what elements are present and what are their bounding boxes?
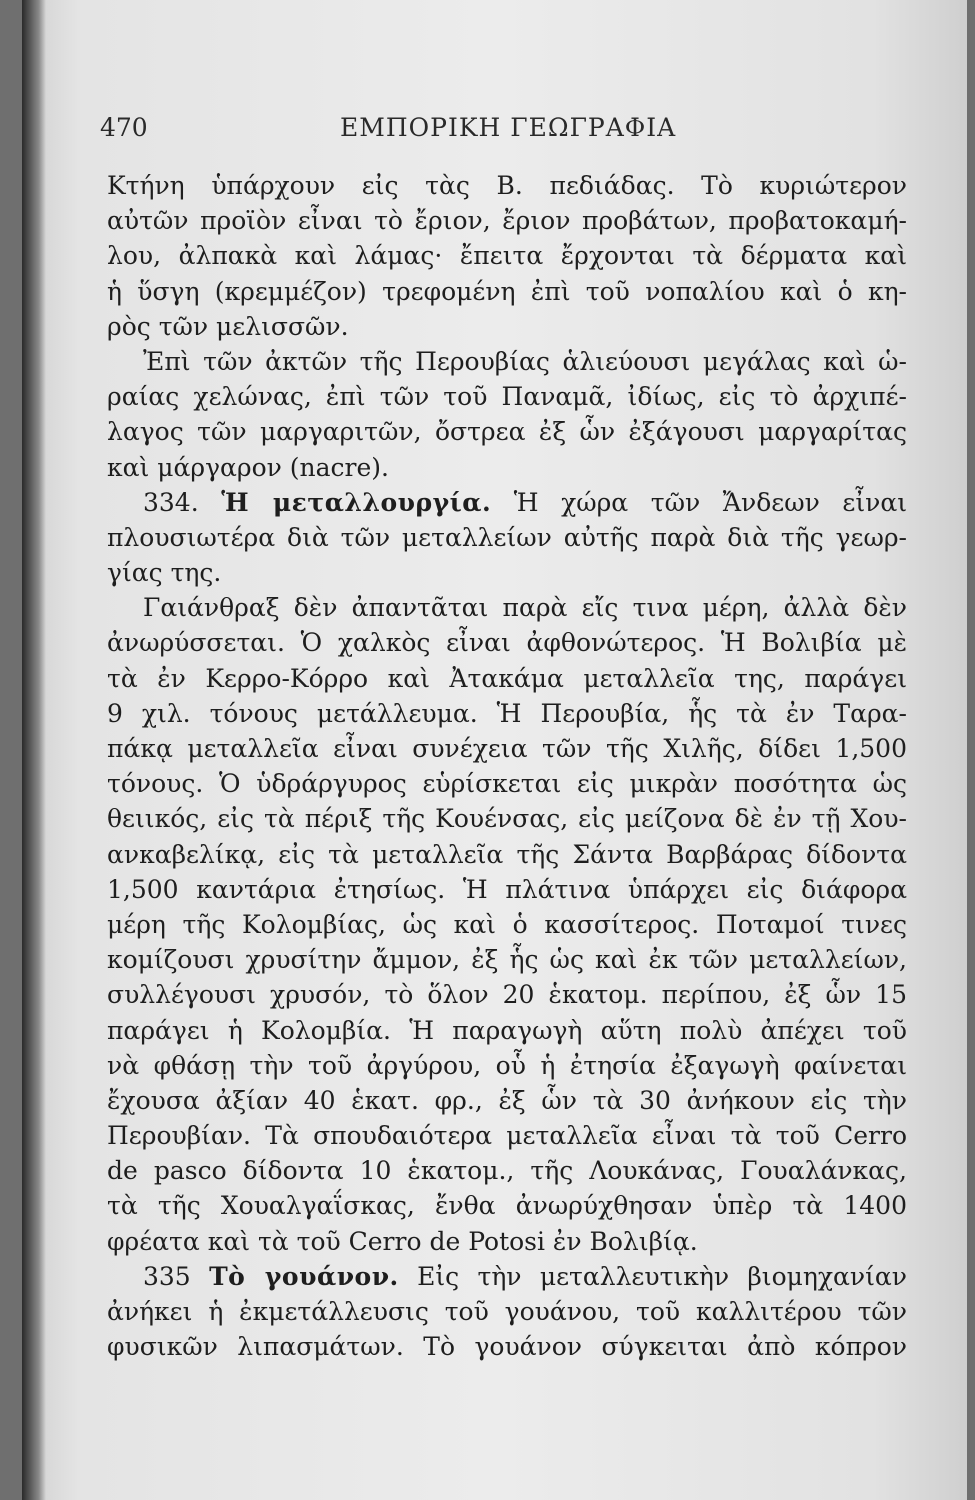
section-heading: Τὸ γουάνον. <box>209 1261 399 1291</box>
text-line: συλλέγουσι χρυσόν, τὸ ὅλον 20 ἑκατομ. περίπου, ἐξ ὧν 15 <box>107 980 907 1010</box>
text-line: ἀνωρύσσεται. Ὁ χαλκὸς εἶναι ἀφθονώτερος. Ἡ Βολιβία μὲ <box>107 628 907 658</box>
text-line: λου, ἀλπακὰ καὶ λάμας· ἔπειτα ἔρχονται τὰ δέρματα καὶ <box>107 241 907 271</box>
text-line: τόνους. Ὁ ὑδράργυρος εὑρίσκεται εἰς μικρὰν ποσότητα ὡς <box>107 769 907 799</box>
text-line: Κτήνη ὑπάρχουν εἰς τὰς Β. πεδιάδας. Τὸ κυριώτερον <box>107 171 907 200</box>
running-title: ΕΜΠΟΡΙΚΗ ΓΕΩΓΡΑΦΙΑ <box>340 113 677 142</box>
section-number: 335 <box>143 1261 191 1291</box>
text-run: Ἡ χώρα τῶν Ἄνδεων εἶναι <box>513 487 907 517</box>
text-line: κομίζουσι χρυσίτην ἄμμον, ἐξ ἧς ὡς καὶ ἐκ τῶν μεταλλείων, <box>107 945 907 975</box>
text-line: μέρη τῆς Κολομβίας, ὡς καὶ ὁ κασσίτερος. Ποταμοί τινες <box>107 909 907 939</box>
section-number: 334. <box>143 487 199 517</box>
text-line: Γαιάνθραξ δὲν ἀπαντᾶται παρὰ εἴς τινα μέρη, ἀλλὰ δὲν <box>143 593 907 623</box>
text-line: ἀνήκει ἡ ἐκμετάλλευσις τοῦ γουάνου, τοῦ καλλιτέρου τῶν <box>107 1297 907 1326</box>
text-line: πάκᾳ μεταλλεῖα εἶναι συνέχεια τῶν τῆς Χιλῆς, δίδει 1,500 <box>107 734 907 763</box>
text-line: πλουσιωτέρα διὰ τῶν μεταλλείων αὐτῆς παρὰ διὰ τῆς γεωρ- <box>107 522 907 552</box>
text-run: Εἰς τὴν μεταλλευτικὴν βιομηχανίαν <box>417 1261 907 1291</box>
text-line: φρέατα καὶ τὰ τοῦ Cerro de Potosi ἐν Βολιβίᾳ. <box>107 1226 698 1256</box>
text-line: ἔχουσα ἀξίαν 40 ἑκατ. φρ., ἐξ ὧν τὰ 30 ἀνήκουν εἰς τὴν <box>107 1085 907 1115</box>
text-line: παράγει ἡ Κολομβία. Ἡ παραγωγὴ αὕτη πολὺ ἀπέχει τοῦ <box>107 1015 907 1045</box>
page-number: 470 <box>100 113 148 142</box>
text-line: λαγος τῶν μαργαριτῶν, ὄστρεα ἐξ ὧν ἐξάγουσι μαργαρίτας <box>107 417 907 447</box>
text-line: ραίας χελώνας, ἐπὶ τῶν τοῦ Παναμᾶ, ἰδίως, εἰς τὸ ἀρχιπέ- <box>107 382 907 412</box>
text-line: ἡ ὕσγη (κρεμμέζον) τρεφομένη ἐπὶ τοῦ νοπαλίου καὶ ὁ κη- <box>107 276 907 306</box>
section-335-first-line <box>107 1259 907 1294</box>
text-line: 1,500 καντάρια ἐτησίως. Ἡ πλάτινα ὑπάρχει εἰς διάφορα <box>107 874 907 904</box>
page-gutter-shadow <box>22 0 46 1500</box>
text-line: 9 χιλ. τόνους μετάλλευμα. Ἡ Περουβία, ἧς τὰ ἐν Ταρα- <box>107 698 907 728</box>
text-line: Περουβίαν. Τὰ σπουδαιότερα μεταλλεῖα εἶναι τὰ τοῦ Cerro <box>107 1121 907 1151</box>
text-line: γίας της. <box>107 558 222 588</box>
body-text <box>107 168 907 1364</box>
text-line: νὰ φθάσῃ τὴν τοῦ ἀργύρου, οὗ ἡ ἐτησία ἐξαγωγὴ φαίνεται <box>107 1050 907 1080</box>
text-line: Ἐπὶ τῶν ἀκτῶν τῆς Περουβίας ἁλιεύουσι μεγάλας καὶ ὡ- <box>143 346 907 376</box>
text-line: τὰ ἐν Κερρο-Κόρρο καὶ Ἀτακάμα μεταλλεῖα της, παράγει <box>107 663 907 693</box>
text-line: αὐτῶν προϊὸν εἶναι τὸ ἔριον, ἔριον προβάτων, προβατοκαμή- <box>107 206 907 236</box>
section-334-first-line <box>107 485 907 520</box>
text-line: καὶ μάργαρον (nacre). <box>107 452 390 482</box>
page-header <box>100 113 860 153</box>
text-line: de pasco δίδοντα 10 ἑκατομ., τῆς Λουκάνας, Γουαλάνκας, <box>107 1156 907 1186</box>
text-line: φυσικῶν λιπασμάτων. Τὸ γουάνον σύγκειται ἀπὸ κόπρον <box>107 1332 907 1362</box>
text-line: θειικός, εἰς τὰ πέριξ τῆς Κουένσας, εἰς μείζονα δὲ ἐν τῇ Χου- <box>107 804 907 834</box>
text-line: ρὸς τῶν μελισσῶν. <box>107 311 349 341</box>
text-line: ανκαβελίκᾳ, εἰς τὰ μεταλλεῖα τῆς Σάντα Βαρβάρας δίδοντα <box>107 839 907 869</box>
section-heading: Ἡ μεταλλουργία. <box>221 487 492 517</box>
text-line: τὰ τῆς Χουαλγαΐσκας, ἔνθα ἀνωρύχθησαν ὑπὲρ τὰ 1400 <box>107 1191 907 1221</box>
